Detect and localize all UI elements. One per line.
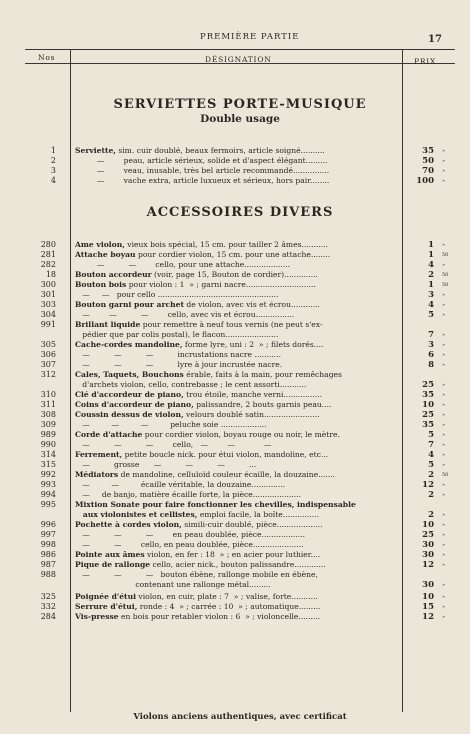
item-price: 35 <box>422 146 434 156</box>
item-price-cents: » <box>442 522 446 528</box>
item-name: Corde d'attache <box>75 430 143 439</box>
item-price: 4 <box>428 260 434 270</box>
item-description <box>75 146 397 156</box>
item-text: — vache extra, article luxueux et sérieux, hors pair........ <box>75 176 330 185</box>
item-name: Poignée d'étui <box>75 592 136 601</box>
item-description <box>75 570 397 580</box>
item-text: — — cello, en peau doublée, pièce..................... <box>75 540 304 549</box>
item-text: — — — en peau doublée, pièce.................. <box>75 530 306 539</box>
item-description <box>75 592 397 602</box>
item-price: 2 <box>428 270 434 280</box>
item-text: — — — bouton ébène, rallonge mobile en ébène, <box>75 570 318 579</box>
item-price: 35 <box>422 420 434 430</box>
item-price: 25 <box>422 530 434 540</box>
item-text: trou étoile, manche verni................ <box>183 390 323 399</box>
column-divider-num <box>70 49 71 712</box>
item-name: Ferrement, <box>75 450 123 459</box>
item-number: 315 <box>40 460 56 469</box>
item-number: 305 <box>40 340 56 349</box>
item-price: 10 <box>422 520 434 530</box>
item-number: 995 <box>40 500 56 509</box>
item-number: 310 <box>40 390 56 399</box>
column-header-num: Nos <box>38 53 56 62</box>
item-price: 25 <box>422 380 434 390</box>
item-name: Coins d'accordeur de piano, <box>75 400 194 409</box>
item-price: 2 <box>428 490 434 500</box>
item-price: 25 <box>422 410 434 420</box>
item-text: (voir, page 15, Bouton de cordier).............. <box>151 270 318 279</box>
item-description <box>75 270 397 280</box>
item-description <box>75 380 397 390</box>
item-price-cents: » <box>442 614 446 620</box>
item-price-cents: » <box>442 442 446 448</box>
item-price: 12 <box>422 560 434 570</box>
item-number: 301 <box>40 290 56 299</box>
item-description <box>75 330 397 340</box>
item-price: 3 <box>428 340 434 350</box>
item-price-cents: » <box>442 552 446 558</box>
item-text: contenant une rallonge métal......... <box>75 580 271 589</box>
section-title-serviettes: SERVIETTES PORTE-MUSIQUE <box>113 97 367 112</box>
item-name: Pique de rallonge <box>75 560 151 569</box>
item-price-cents: » <box>442 422 446 428</box>
item-price-cents: » <box>442 332 446 338</box>
item-price-cents: » <box>442 562 446 568</box>
page-number: 17 <box>428 34 442 45</box>
item-price-cents: » <box>442 168 446 174</box>
item-number: 997 <box>40 530 56 539</box>
item-name: Mixtion Sonate pour faire fonctionner les chevilles, indispensable <box>75 500 356 509</box>
item-text: vieux bois spécial, 15 cm. pour tailler 2 âmes........... <box>124 240 329 249</box>
item-text: violon, en fer : 18 » ; en acier pour luthier.... <box>144 550 321 559</box>
item-number: 303 <box>40 300 56 309</box>
section-subtitle-serviettes: Double usage <box>200 113 280 125</box>
item-price: 4 <box>428 300 434 310</box>
item-description <box>75 320 397 330</box>
item-number: 992 <box>40 470 56 479</box>
item-text: — — — peluche soie ................... <box>75 420 267 429</box>
item-number: 311 <box>40 400 56 409</box>
item-description <box>75 260 397 270</box>
item-text: de violon, avec vis et écrou............ <box>183 300 320 309</box>
item-description <box>75 400 397 410</box>
item-price-cents: 50 <box>442 472 449 478</box>
item-price: 12 <box>422 612 434 622</box>
item-name: Brillant liquide <box>75 320 141 329</box>
item-name: Bouton accordeur <box>75 270 152 279</box>
item-number: 998 <box>40 540 56 549</box>
item-price-cents: » <box>442 594 446 600</box>
item-price: 5 <box>428 430 434 440</box>
item-description <box>75 250 397 260</box>
item-text: simili-cuir doublé, pièce................... <box>181 520 323 529</box>
item-price-cents: » <box>442 492 446 498</box>
item-price-cents: » <box>442 158 446 164</box>
item-name: Ame violon, <box>75 240 125 249</box>
item-description <box>75 580 397 590</box>
item-price: 1 <box>428 280 434 290</box>
item-price-cents: » <box>442 604 446 610</box>
item-text: palissandre, 2 bouts garnis peau.... <box>193 400 332 409</box>
item-price-cents: » <box>442 452 446 458</box>
item-description <box>75 490 397 500</box>
item-name: Serrure d'étui, <box>75 602 138 611</box>
item-price: 10 <box>422 592 434 602</box>
item-description <box>75 360 397 370</box>
item-name: Bouton bois <box>75 280 127 289</box>
item-description <box>75 450 397 460</box>
item-number: 1 <box>50 146 56 155</box>
item-text: — — — cello, — — — <box>75 440 272 449</box>
item-text: — — pour cello .................................................. <box>75 290 279 299</box>
item-name: Vis-presse <box>75 612 119 621</box>
item-number: 3 <box>50 166 56 175</box>
item-text: petite boucle nick. pour étui violon, mandoline, etc... <box>122 450 329 459</box>
item-price-cents: » <box>442 362 446 368</box>
item-number: 990 <box>40 440 56 449</box>
item-description <box>75 510 397 520</box>
item-number: 332 <box>40 602 56 611</box>
item-text: de mandoline, celluloïd couleur écaille, la douzaine....... <box>118 470 336 479</box>
item-description <box>75 612 397 622</box>
item-number: 989 <box>40 430 56 439</box>
item-number: 307 <box>40 360 56 369</box>
item-price-cents: » <box>442 342 446 348</box>
item-price-cents: » <box>442 392 446 398</box>
item-number: 304 <box>40 310 56 319</box>
item-price: 35 <box>422 390 434 400</box>
item-name: aux violonistes et cellistes, <box>75 510 198 519</box>
item-price: 7 <box>428 440 434 450</box>
page-header-title: PREMIÈRE PARTIE <box>200 32 300 42</box>
item-description <box>75 430 397 440</box>
item-name: Cache-cordes mandoline, <box>75 340 183 349</box>
item-price-cents: » <box>442 262 446 268</box>
item-text: — — — lyre à jour incrustée nacre. <box>75 360 283 369</box>
item-price-cents: » <box>442 462 446 468</box>
item-price-cents: » <box>442 178 446 184</box>
item-price: 5 <box>428 310 434 320</box>
item-name: Clé d'accordeur de piano, <box>75 390 184 399</box>
item-text: ronde : 4 » ; carrée : 10 » ; automatique......... <box>137 602 321 611</box>
item-description <box>75 602 397 612</box>
item-price: 70 <box>422 166 434 176</box>
item-description <box>75 550 397 560</box>
item-text: pédier que par colis postal), le flacon...................... <box>75 330 279 339</box>
item-number: 993 <box>40 480 56 489</box>
item-price: 1 <box>428 250 434 260</box>
item-price-cents: » <box>442 382 446 388</box>
item-text: forme lyre, uni : 2 » ; filets dorés.... <box>182 340 324 349</box>
item-price: 3 <box>428 290 434 300</box>
item-text: emploi facile, la boîte............... <box>197 510 319 519</box>
item-description <box>75 156 397 166</box>
item-number: 282 <box>40 260 56 269</box>
item-number: 325 <box>40 592 56 601</box>
item-text: — grosse — — — ... <box>75 460 257 469</box>
item-price: 1 <box>428 240 434 250</box>
item-number: 986 <box>40 550 56 559</box>
item-description <box>75 500 397 510</box>
item-price-cents: » <box>442 148 446 154</box>
item-price: 100 <box>416 176 434 186</box>
item-name: Médiators <box>75 470 119 479</box>
item-text: — — — incrustations nacre ........... <box>75 350 282 359</box>
item-description <box>75 560 397 570</box>
item-price: 30 <box>422 540 434 550</box>
item-number: 309 <box>40 420 56 429</box>
item-price: 5 <box>428 460 434 470</box>
column-header-designation: DÉSIGNATION <box>205 55 272 64</box>
item-text: — de banjo, matière écaille forte, la pièce.................... <box>75 490 301 499</box>
item-text: érable, faits à la main, pour remêchages <box>183 370 342 379</box>
item-price: 6 <box>428 350 434 360</box>
item-text: pour remettre à neuf tous vernis (ne peut s'ex- <box>140 320 323 329</box>
item-price: 50 <box>422 156 434 166</box>
item-description <box>75 480 397 490</box>
item-description <box>75 166 397 176</box>
item-price: 15 <box>422 602 434 612</box>
item-text: sim. cuir doublé, beaux fermoirs, article soigné.......... <box>115 146 325 155</box>
item-price-cents: » <box>442 582 446 588</box>
item-text: — — cello, pour une attache................... <box>75 260 291 269</box>
item-price-cents: » <box>442 312 446 318</box>
item-text: d'archets violon, cello, contrebasse ; le cent assorti........... <box>75 380 307 389</box>
item-description <box>75 410 397 420</box>
item-description <box>75 310 397 320</box>
table-top-rule <box>25 49 455 50</box>
item-description <box>75 350 397 360</box>
item-number: 314 <box>40 450 56 459</box>
item-text: violon, en cuir, plate : 7 » ; valise, forte........... <box>135 592 318 601</box>
item-text: — — écaille véritable, la douzaine.............. <box>75 480 286 489</box>
item-price-cents: 50 <box>442 252 449 258</box>
item-description <box>75 530 397 540</box>
item-text: pour violon : 1 » ; garni nacre............................. <box>126 280 316 289</box>
item-price: 12 <box>422 480 434 490</box>
item-number: 987 <box>40 560 56 569</box>
item-price: 2 <box>428 510 434 520</box>
item-price-cents: » <box>442 302 446 308</box>
item-price: 30 <box>422 550 434 560</box>
item-text: cello, acier nick., bouton palissandre............. <box>150 560 326 569</box>
item-description <box>75 280 397 290</box>
item-price: 10 <box>422 400 434 410</box>
item-number: 996 <box>40 520 56 529</box>
item-price-cents: » <box>442 432 446 438</box>
item-number: 312 <box>40 370 56 379</box>
item-number: 994 <box>40 490 56 499</box>
item-description <box>75 370 397 380</box>
item-name: Pointe aux âmes <box>75 550 145 559</box>
item-price-cents: » <box>442 482 446 488</box>
item-number: 18 <box>45 270 56 279</box>
item-number: 988 <box>40 570 56 579</box>
item-text: pour cordier violon, boyau rouge ou noir, le mètre. <box>142 430 340 439</box>
item-number: 284 <box>40 612 56 621</box>
item-number: 2 <box>50 156 56 165</box>
item-description <box>75 390 397 400</box>
column-header-price: PRIX <box>414 57 437 66</box>
item-number: 281 <box>40 250 56 259</box>
item-name: Cales, Taquets, Bouchons <box>75 370 184 379</box>
item-name: Coussin dessus de violon, <box>75 410 184 419</box>
page-footer: Violons anciens authentiques, avec certificat <box>133 712 347 722</box>
item-price-cents: 50 <box>442 272 449 278</box>
item-number: 4 <box>50 176 56 185</box>
item-price-cents: » <box>442 532 446 538</box>
item-description <box>75 540 397 550</box>
item-name: Serviette, <box>75 146 116 155</box>
item-number: 300 <box>40 280 56 289</box>
item-description <box>75 240 397 250</box>
item-price: 4 <box>428 450 434 460</box>
item-name: Bouton garni pour archet <box>75 300 184 309</box>
item-price-cents: » <box>442 402 446 408</box>
item-description <box>75 470 397 480</box>
item-name: Attache boyau <box>75 250 136 259</box>
item-text: pour cordier violon, 15 cm. pour une attache........ <box>135 250 331 259</box>
item-text: velours doublé satin....................... <box>183 410 320 419</box>
item-description <box>75 420 397 430</box>
item-price-cents: » <box>442 542 446 548</box>
item-text: — veau, inusable, très bel article recommandé............... <box>75 166 330 175</box>
item-number: 306 <box>40 350 56 359</box>
item-price: 8 <box>428 360 434 370</box>
column-divider-price <box>402 49 403 712</box>
item-text: — — — cello, avec vis et écrou................ <box>75 310 295 319</box>
section-title-accessoires: ACCESSOIRES DIVERS <box>146 205 334 220</box>
item-description <box>75 290 397 300</box>
item-price: 7 <box>428 330 434 340</box>
item-price-cents: » <box>442 412 446 418</box>
item-description <box>75 300 397 310</box>
item-description <box>75 460 397 470</box>
item-number: 991 <box>40 320 56 329</box>
item-number: 308 <box>40 410 56 419</box>
item-text: en bois pour retabler violon : 6 » ; violoncelle......... <box>118 612 321 621</box>
item-name: Pochette à cordes violon, <box>75 520 182 529</box>
item-price-cents: » <box>442 242 446 248</box>
item-number: 280 <box>40 240 56 249</box>
item-description <box>75 520 397 530</box>
item-price-cents: » <box>442 292 446 298</box>
item-text: — peau, article sérieux, solide et d'aspect élégant......... <box>75 156 328 165</box>
item-price-cents: 50 <box>442 282 449 288</box>
item-description <box>75 440 397 450</box>
item-price: 30 <box>422 580 434 590</box>
item-description <box>75 340 397 350</box>
item-price-cents: » <box>442 512 446 518</box>
item-price-cents: » <box>442 352 446 358</box>
item-description <box>75 176 397 186</box>
item-price: 2 <box>428 470 434 480</box>
